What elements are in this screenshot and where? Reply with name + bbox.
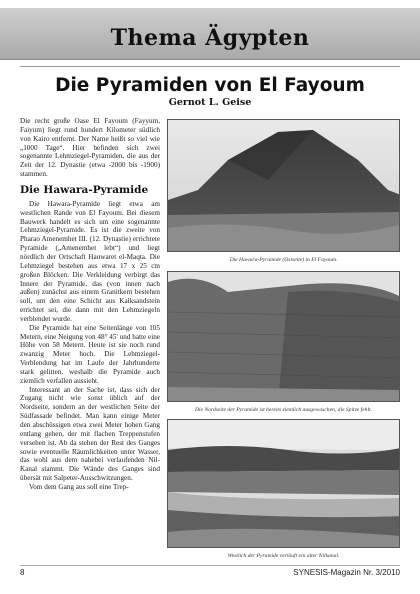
article-title: Die Pyramiden von El Fayoum [55, 75, 365, 96]
figure-caption: Die Nordseite der Pyramide ist bereits ziemlich ausgewaschen, die Spitze fehlt. [194, 407, 372, 413]
footer-rule [20, 565, 400, 566]
figure-caption: Westlich der Pyramide verläuft ein alter Nilkanal. [227, 553, 340, 559]
intro-paragraph: Die recht große Oase El Fayoum (Fayyum, Faiyum) liegt rund hundert Kilometer südlich von Kairo entfernt. Der Name heißt so viel wie „1000 Tage“. Hier befinden sich zwei sogenannte Lehmziegel-Pyramiden, die aus der Zeit der 12. Dynastie (etwa -2000 bis -1900) stammen. [20, 117, 160, 179]
photo-nile-canal [167, 419, 400, 548]
photo-pyramid-east [167, 119, 400, 252]
article-body [20, 117, 160, 492]
header-rule [20, 66, 400, 67]
body-paragraph: Die Pyramide hat eine Seitenlänge von 105 Metern, eine Neigung von 48° 45' und hatte eine Höhe von 58 Metern. Heute ist sie noch rund zwanzig Meter hoch. Die Lehmziegel-Verblendung hat im Laufe der Jahrhunderte stark gelitten, weshalb die Pyramide auch ziemlich verfallen aussieht. [20, 323, 160, 385]
body-paragraph: Interessant an der Sache ist, dass sich der Zugang nicht wie sonst üblich auf der Nordseite, sondern an der westlichen Seite der Südfassade befindet. Man kann einige Meter den abschüssigen etwa zwei Meter hohen Gang entlang gehen, der mit flachen Treppenstufen versehen ist. Ab da stehen der Rest des Ganges sowie eventuelle Räumlichkeiten unter Wasser, das wohl aus dem nahebei verlaufenden Nil-Kanal stammt. Die Wände des Ganges sind übersät mit Salpeter-Ausschwitzungen. [20, 385, 160, 483]
photo-pyramid-north [167, 271, 400, 402]
figure-caption: Die Hawara-Pyramide (Ostseite) in El Fayoum. [229, 257, 338, 263]
page-number: 8 [20, 568, 25, 577]
article-author: Gernot L. Geise [168, 97, 252, 108]
subheading: Die Hawara-Pyramide [20, 183, 149, 196]
body-paragraph: Vom dem Gang aus soll eine Trep- [29, 482, 129, 491]
magazine-issue: SYNESIS-Magazin Nr. 3/2010 [293, 568, 400, 577]
section-banner [0, 8, 420, 60]
body-paragraph: Die Hawara-Pyramide liegt etwa am westlichen Rande von El Fayoum. Bei diesem Bauwerk handelt es sich um eine sogenannte Lehmziegel-Pyramide. Es ist die zweite von Pharao Amenemhet III. (12. Dynastie) errichtete Pyramide („Amenemhet lebt“) und liegt nördlich der Ortschaft Hauwaret el-Maqta. Die Lehmziegel bestehen aus etwa 17 x 25 cm großen Blöcken. Die Verkleidung verbirgt das Innere der Pyramide, das (von innen nach außen) zunächst aus einem Granitkern bestehen soll, um den eine Schicht aus Kalksandstein errichtet sei, die dann mit den Lehmziegeln verblendet wurde. [20, 199, 160, 323]
section-title: Thema Ägypten [110, 25, 310, 51]
